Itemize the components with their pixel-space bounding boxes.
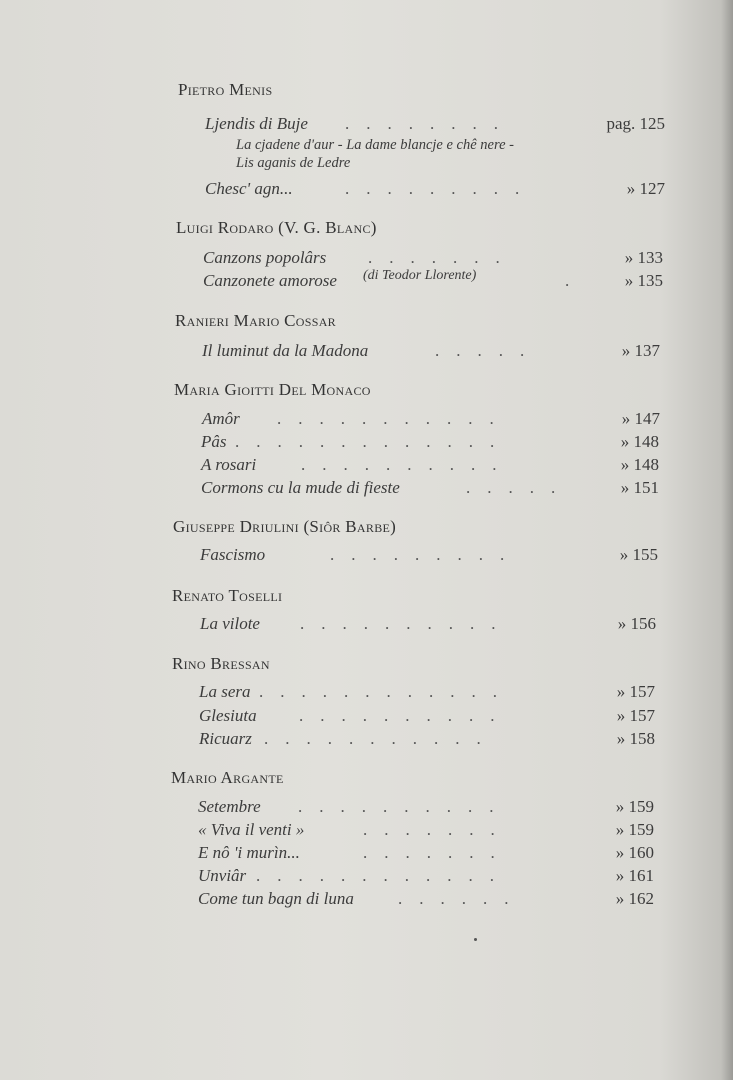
page-edge-shadow	[721, 0, 733, 1080]
toc-entry	[201, 478, 661, 500]
page-reference: pag. 125	[606, 114, 665, 133]
dot-leader: . . . . . . . . . .	[301, 455, 497, 474]
page-reference: » 148	[620, 432, 659, 451]
entry-title: Cormons cu la mude di fieste	[201, 478, 400, 497]
dot-leader: . . . . . . . . . . . .	[259, 682, 497, 701]
page-reference: » 155	[619, 545, 658, 564]
author-heading: Maria Gioitti Del Monaco	[174, 380, 371, 399]
dot-leader: . . . . . . . . . . .	[277, 409, 494, 428]
entry-title: A rosari	[201, 455, 257, 474]
toc-entry	[199, 729, 659, 751]
toc-entry	[202, 341, 662, 363]
page-reference: » 135	[624, 271, 663, 290]
entry-title: Pâs	[201, 432, 227, 451]
dot-leader: . . . . . . .	[363, 820, 495, 839]
author-heading: Mario Argante	[171, 768, 284, 787]
page-reference: » 147	[621, 409, 660, 428]
entry-title: Ljendis di Buje	[205, 114, 308, 133]
page-reference: » 162	[615, 889, 654, 908]
entry-title: E nô 'i murìn...	[198, 843, 300, 862]
entry-title: « Viva il venti »	[198, 820, 305, 839]
page-reference: » 160	[615, 843, 654, 862]
entry-title: Il luminut da la Madona	[202, 341, 369, 360]
page-reference: » 157	[616, 706, 655, 725]
toc-entry	[198, 843, 658, 865]
toc-entry	[199, 706, 659, 728]
entry-title: Ricuarz	[199, 729, 252, 748]
dot-leader: . . . . . .	[398, 889, 509, 908]
page-reference: » 161	[615, 866, 654, 885]
entry-subtitle: La cjadene d'aur - La dame blancje e chê nere -	[236, 137, 514, 153]
toc-entry	[203, 268, 663, 293]
toc-entry	[200, 545, 660, 567]
toc-entry	[201, 432, 661, 454]
dot-leader: . . . . .	[435, 341, 525, 360]
toc-entry	[199, 682, 659, 704]
dot-leader: . . . . . . . . . . . . .	[235, 432, 495, 451]
page-reference: » 127	[626, 179, 665, 198]
entry-note: (di Teodor Llorente)	[363, 268, 477, 283]
author-heading: Pietro Menis	[178, 80, 273, 99]
toc-entry	[198, 866, 658, 888]
page-speck	[474, 938, 477, 941]
author-heading: Renato Toselli	[172, 586, 283, 605]
dot-leader: .	[565, 271, 570, 290]
dot-leader: . . . . . . .	[368, 248, 500, 267]
page-reference: » 133	[624, 248, 663, 267]
page-reference: » 158	[616, 729, 655, 748]
page-reference: » 137	[621, 341, 660, 360]
page-reference: » 148	[620, 455, 659, 474]
entry-title: Unviâr	[198, 866, 247, 885]
toc-entry	[198, 889, 658, 911]
page-reference: » 159	[615, 797, 654, 816]
dot-leader: . . . . . . . . .	[345, 179, 520, 198]
entry-title: Chesc' agn...	[205, 179, 293, 198]
dot-leader: . . . . . . . . . .	[298, 797, 494, 816]
toc-entry	[198, 797, 658, 819]
dot-leader: . . . . . . . . .	[330, 545, 505, 564]
toc-entry	[198, 820, 658, 842]
page-reference: » 157	[616, 682, 655, 701]
toc-entry	[203, 248, 663, 270]
entry-title: Canzonete amorose	[203, 271, 337, 290]
dot-leader: . . . . . . . . . .	[299, 706, 495, 725]
toc-entry	[200, 614, 660, 636]
page-reference: » 156	[617, 614, 656, 633]
toc-entry	[201, 455, 661, 477]
dot-leader: . . . . . . . . . . .	[264, 729, 481, 748]
entry-title: Fascismo	[200, 545, 266, 564]
entry-title: Come tun bagn di luna	[198, 889, 354, 908]
entry-title: Glesiuta	[199, 706, 257, 725]
toc-entry	[202, 409, 662, 431]
page-reference: » 159	[615, 820, 654, 839]
dot-leader: . . . . . . . .	[345, 114, 498, 133]
author-heading: Giuseppe Driulini (Siôr Barbe)	[173, 517, 397, 536]
author-heading: Ranieri Mario Cossar	[175, 311, 336, 330]
dot-leader: . . . . . . . . . . . .	[256, 866, 494, 885]
toc-entry	[205, 179, 665, 201]
entry-title: Setembre	[198, 797, 261, 816]
dot-leader: . . . . . . .	[363, 843, 495, 862]
entry-title: La sera	[199, 682, 251, 701]
entry-title: Amôr	[202, 409, 240, 428]
author-heading: Luigi Rodaro (V. G. Blanc)	[176, 218, 377, 237]
author-heading: Rino Bressan	[172, 654, 270, 673]
entry-subtitle: Lis aganis de Ledre	[236, 155, 351, 171]
entry-title: La vilote	[200, 614, 260, 633]
page-reference: » 151	[620, 478, 659, 497]
entry-title: Canzons popolârs	[203, 248, 327, 267]
toc-entry	[205, 114, 665, 136]
dot-leader: . . . . . . . . . .	[300, 614, 496, 633]
dot-leader: . . . . .	[466, 478, 556, 497]
